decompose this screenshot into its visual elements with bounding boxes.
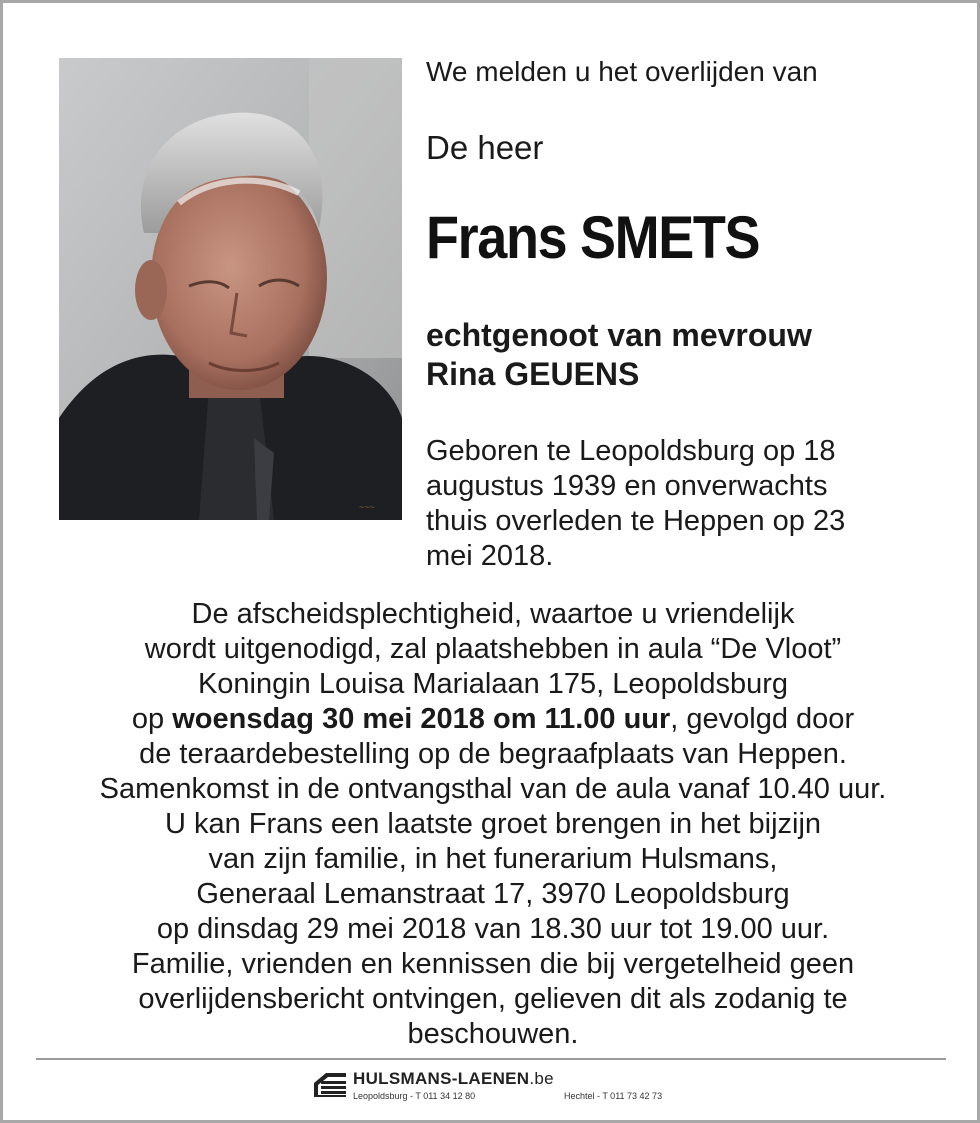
spouse-info bbox=[426, 316, 812, 394]
funeral-home-logo-icon bbox=[312, 1069, 348, 1099]
birth-line: augustus 1939 en onverwachts bbox=[426, 470, 828, 502]
funeral-home-footer bbox=[312, 1067, 692, 1107]
svg-text:~~~: ~~~ bbox=[359, 502, 375, 512]
birth-line: Geboren te Leopoldsburg op 18 bbox=[426, 435, 836, 467]
brand-tld: .be bbox=[529, 1069, 554, 1088]
address-hechtel: Hechtel - T 011 73 42 73 bbox=[564, 1091, 663, 1101]
funeral-home-brand bbox=[353, 1069, 554, 1089]
portrait-photo bbox=[59, 58, 402, 520]
ceremony-details bbox=[43, 597, 943, 1052]
ceremony-line: wordt uitgenodigd, zal plaatshebben in aula “De Vloot” bbox=[144, 633, 842, 665]
ceremony-line: van zijn familie, in het funerarium Hulsmans, bbox=[208, 843, 778, 875]
address-leopoldsburg: Leopoldsburg - T 011 34 12 80 bbox=[353, 1091, 476, 1101]
date-prefix: op bbox=[131, 703, 173, 735]
ceremony-line: Samenkomst in de ontvangsthal van de aula vanaf 10.40 uur. bbox=[99, 773, 887, 805]
birth-death-info bbox=[426, 434, 845, 574]
honorific-title: De heer bbox=[426, 129, 544, 166]
ceremony-date: woensdag 30 mei 2018 om 11.00 uur bbox=[172, 703, 671, 735]
ceremony-line: de teraardebestelling op de begraafplaats van Heppen. bbox=[139, 738, 847, 770]
birth-line: thuis overleden te Heppen op 23 bbox=[426, 505, 846, 537]
ceremony-line: Koningin Louisa Marialaan 175, Leopoldsburg bbox=[197, 668, 789, 700]
ceremony-line: U kan Frans een laatste groet brengen in het bijzijn bbox=[164, 808, 822, 840]
date-suffix: , gevolgd door bbox=[670, 703, 855, 735]
ceremony-date-line bbox=[43, 702, 943, 737]
brand-name: HULSMANS-LAENEN bbox=[353, 1069, 530, 1088]
birth-line: mei 2018. bbox=[426, 540, 554, 572]
portrait-image bbox=[59, 58, 402, 520]
ceremony-line: overlijdensbericht ontvingen, gelieven dit als zodanig te bbox=[138, 983, 848, 1015]
intro-text: We melden u het overlijden van bbox=[426, 56, 818, 87]
ceremony-line: Generaal Lemanstraat 17, 3970 Leopoldsburg bbox=[196, 878, 790, 910]
spouse-line: echtgenoot van mevrouw bbox=[426, 317, 812, 353]
spouse-line: Rina GEUENS bbox=[426, 356, 640, 392]
ceremony-line: op dinsdag 29 mei 2018 van 18.30 uur tot 19.00 uur. bbox=[156, 913, 830, 945]
footer-divider bbox=[36, 1058, 946, 1060]
deceased-name: Frans SMETS bbox=[426, 204, 760, 271]
ceremony-line: Familie, vrienden en kennissen die bij vergetelheid geen bbox=[131, 948, 855, 980]
ceremony-line: De afscheidsplechtigheid, waartoe u vriendelijk bbox=[191, 598, 795, 630]
ceremony-line: beschouwen. bbox=[407, 1018, 579, 1050]
